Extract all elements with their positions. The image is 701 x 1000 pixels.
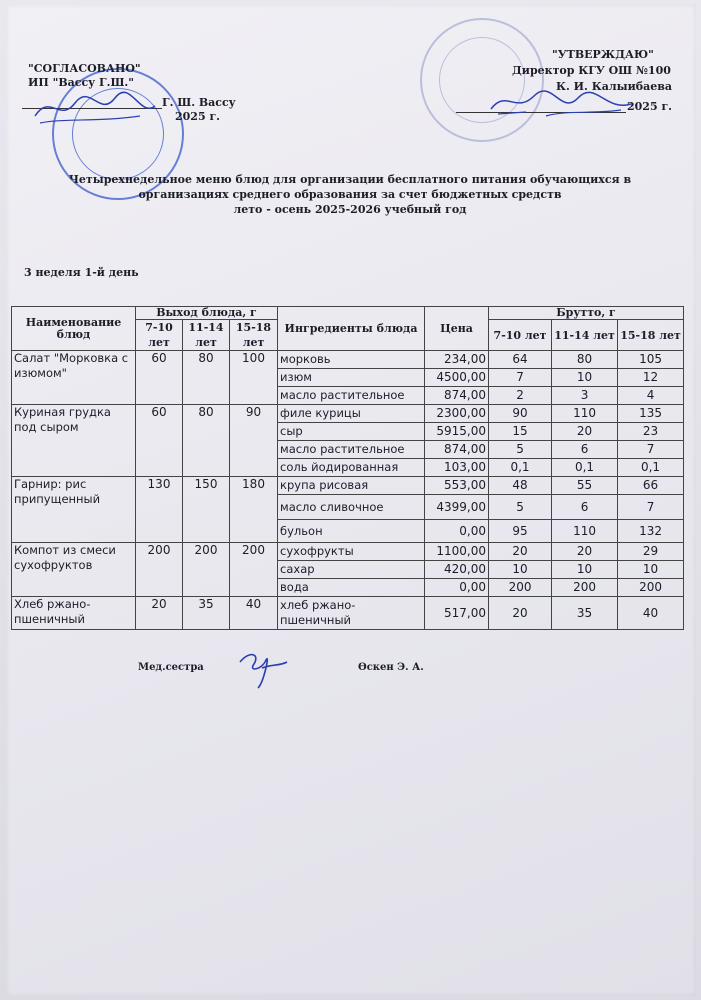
- ingredient-gross: 20: [489, 597, 552, 630]
- ingredient-price: 517,00: [425, 597, 489, 630]
- ingredient-name: крупа рисовая: [278, 477, 425, 495]
- ingredient-gross: 64: [489, 351, 552, 369]
- gross-age-1: 7-10 лет: [489, 320, 552, 351]
- ingredient-gross: 3: [552, 387, 618, 405]
- dish-output: 200: [230, 543, 278, 597]
- ingredient-name: соль йодированная: [278, 459, 425, 477]
- ingredient-gross: 95: [489, 520, 552, 543]
- ingredient-name: изюм: [278, 369, 425, 387]
- footer-role: Мед.сестра: [138, 662, 204, 673]
- output-age-3: 15-18 лет: [230, 320, 278, 351]
- dish-output: 80: [183, 351, 230, 405]
- dish-name: Компот из смеси сухофруктов: [12, 543, 136, 597]
- document-title-line2: организациях среднего образования за счет бюджетных средств: [138, 188, 562, 201]
- ingredient-gross: 7: [489, 369, 552, 387]
- ingredient-gross: 135: [618, 405, 684, 423]
- signature-right: [486, 84, 636, 124]
- ingredient-gross: 132: [618, 520, 684, 543]
- ingredient-gross: 5: [489, 495, 552, 520]
- ingredient-price: 234,00: [425, 351, 489, 369]
- table-row: [12, 477, 684, 495]
- footer-signature: [232, 642, 292, 692]
- ingredient-name: бульон: [278, 520, 425, 543]
- dish-output: 80: [183, 405, 230, 477]
- dish-name: Куриная грудка под сыром: [12, 405, 136, 477]
- table-row: [12, 351, 684, 369]
- ingredient-price: 874,00: [425, 387, 489, 405]
- approval-right-label: "УТВЕРЖДАЮ": [552, 48, 654, 61]
- ingredient-price: 2300,00: [425, 405, 489, 423]
- ingredient-name: сахар: [278, 561, 425, 579]
- ingredient-name: сухофрукты: [278, 543, 425, 561]
- ingredient-name: хлеб ржано-пшеничный: [278, 597, 425, 630]
- dish-name: Гарнир: рис припущенный: [12, 477, 136, 543]
- ingredient-gross: 7: [618, 441, 684, 459]
- ingredient-gross: 66: [618, 477, 684, 495]
- dish-output: 100: [230, 351, 278, 405]
- header-gross: Брутто, г: [489, 307, 684, 320]
- ingredient-name: вода: [278, 579, 425, 597]
- header-price: Цена: [425, 307, 489, 351]
- table-row: [12, 405, 684, 423]
- document-title-line1: Четырехнедельное меню блюд для организации бесплатного питания обучающихся в: [68, 173, 632, 186]
- ingredient-gross: 90: [489, 405, 552, 423]
- ingredient-price: 420,00: [425, 561, 489, 579]
- table-row: [12, 597, 684, 630]
- table-header-row: [12, 307, 684, 320]
- ingredient-gross: 0,1: [618, 459, 684, 477]
- ingredient-gross: 48: [489, 477, 552, 495]
- approval-left-label: "СОГЛАСОВАНО": [28, 62, 141, 75]
- ingredient-gross: 2: [489, 387, 552, 405]
- ingredient-gross: 200: [489, 579, 552, 597]
- ingredient-gross: 200: [552, 579, 618, 597]
- signature-left: [30, 88, 160, 128]
- approval-right-position: Директор КГУ ОШ №100: [512, 64, 671, 77]
- ingredient-gross: 20: [552, 543, 618, 561]
- ingredient-gross: 20: [552, 423, 618, 441]
- approval-left-date: 2025 г.: [175, 110, 221, 123]
- ingredient-gross: 80: [552, 351, 618, 369]
- dish-output: 200: [183, 543, 230, 597]
- dish-name: Салат "Морковка с изюмом": [12, 351, 136, 405]
- document-title-line3: лето - осень 2025-2026 учебный год: [233, 203, 467, 216]
- ingredient-price: 1100,00: [425, 543, 489, 561]
- ingredient-gross: 110: [552, 520, 618, 543]
- ingredient-gross: 55: [552, 477, 618, 495]
- ingredient-gross: 4: [618, 387, 684, 405]
- dish-name: Хлеб ржано-пшеничный: [12, 597, 136, 630]
- dish-output: 180: [230, 477, 278, 543]
- ingredient-gross: 10: [552, 561, 618, 579]
- dish-output: 60: [136, 405, 183, 477]
- approval-left-org: ИП "Ваccу Г.Ш.": [28, 76, 134, 89]
- ingredient-name: масло растительное: [278, 441, 425, 459]
- ingredient-gross: 0,1: [552, 459, 618, 477]
- ingredient-gross: 10: [552, 369, 618, 387]
- ingredient-price: 5915,00: [425, 423, 489, 441]
- approval-right-name: К. И. Калыибаева: [556, 80, 673, 93]
- ingredient-gross: 0,1: [489, 459, 552, 477]
- dish-output: 35: [183, 597, 230, 630]
- approval-left-name: Г. Ш. Вассу: [162, 96, 236, 109]
- ingredient-price: 874,00: [425, 441, 489, 459]
- ingredient-gross: 7: [618, 495, 684, 520]
- ingredient-gross: 6: [552, 441, 618, 459]
- ingredient-gross: 10: [489, 561, 552, 579]
- gross-age-3: 15-18 лет: [618, 320, 684, 351]
- ingredient-gross: 105: [618, 351, 684, 369]
- output-age-1: 7-10 лет: [136, 320, 183, 351]
- ingredient-name: морковь: [278, 351, 425, 369]
- dish-output: 130: [136, 477, 183, 543]
- ingredient-gross: 5: [489, 441, 552, 459]
- ingredient-price: 0,00: [425, 579, 489, 597]
- dish-output: 200: [136, 543, 183, 597]
- ingredient-name: филе курицы: [278, 405, 425, 423]
- dish-output: 40: [230, 597, 278, 630]
- output-age-2: 11-14 лет: [183, 320, 230, 351]
- ingredient-price: 4399,00: [425, 495, 489, 520]
- ingredient-name: сыр: [278, 423, 425, 441]
- ingredient-price: 4500,00: [425, 369, 489, 387]
- ingredient-name: масло растительное: [278, 387, 425, 405]
- ingredient-gross: 20: [489, 543, 552, 561]
- day-label: 3 неделя 1-й день: [24, 266, 139, 279]
- table-row: [12, 543, 684, 561]
- ingredient-gross: 23: [618, 423, 684, 441]
- footer-name: Өскен Э. А.: [358, 662, 424, 673]
- ingredient-gross: 6: [552, 495, 618, 520]
- ingredient-price: 103,00: [425, 459, 489, 477]
- approval-right-date: 2025 г.: [627, 100, 673, 113]
- header-dish: Наименование блюд: [12, 307, 136, 351]
- dish-output: 20: [136, 597, 183, 630]
- ingredient-gross: 110: [552, 405, 618, 423]
- ingredient-gross: 10: [618, 561, 684, 579]
- header-ingredients: Ингредиенты блюда: [278, 307, 425, 351]
- ingredient-gross: 12: [618, 369, 684, 387]
- dish-output: 90: [230, 405, 278, 477]
- menu-table: [11, 306, 684, 630]
- header-output: Выход блюда, г: [136, 307, 278, 320]
- ingredient-name: масло сливочное: [278, 495, 425, 520]
- dish-output: 150: [183, 477, 230, 543]
- ingredient-price: 553,00: [425, 477, 489, 495]
- ingredient-gross: 200: [618, 579, 684, 597]
- ingredient-price: 0,00: [425, 520, 489, 543]
- gross-age-2: 11-14 лет: [552, 320, 618, 351]
- ingredient-gross: 35: [552, 597, 618, 630]
- ingredient-gross: 15: [489, 423, 552, 441]
- ingredient-gross: 40: [618, 597, 684, 630]
- dish-output: 60: [136, 351, 183, 405]
- ingredient-gross: 29: [618, 543, 684, 561]
